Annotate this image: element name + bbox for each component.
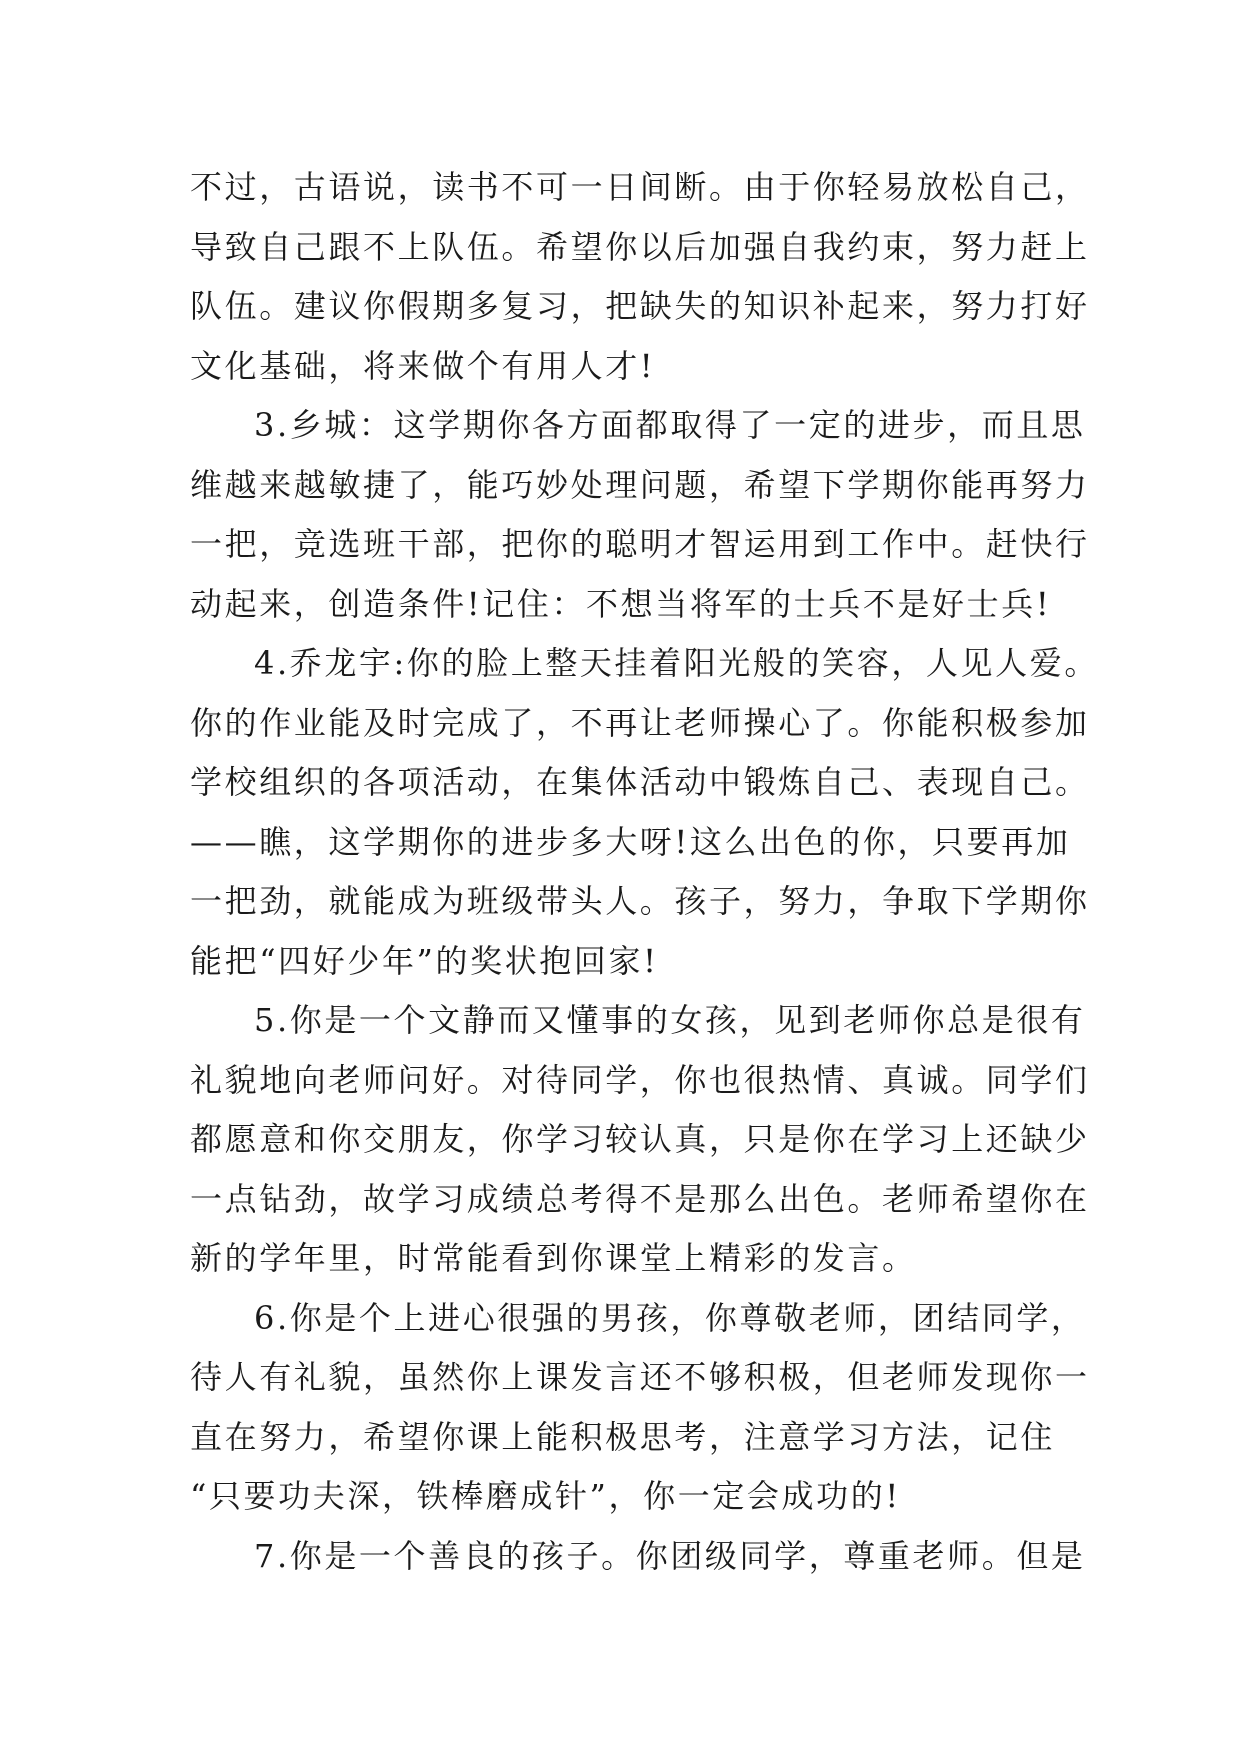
paragraph-start-6: 6.你是个上进心很强的男孩，你尊敬老师，团结同学， [254,1298,1086,1337]
text-line: ——瞧，这学期你的进步多大呀!这么出色的你，只要再加 [190,822,1071,861]
text-line: 你的作业能及时完成了，不再让老师操心了。你能积极参加 [190,703,1090,742]
text-line: 维越来越敏捷了，能巧妙处理问题，希望下学期你能再努力 [190,465,1090,504]
text-line: 文化基础，将来做个有用人才! [190,346,656,385]
text-line: 一把，竞选班干部，把你的聪明才智运用到工作中。赶快行 [190,525,1090,563]
text-line: 能把“四好少年”的奖状抱回家! [190,941,659,980]
text-line: 待人有礼貌，虽然你上课发言还不够积极，但老师发现你一 [190,1358,1090,1396]
text-line: 一点钻劲，故学习成绩总考得不是那么出色。老师希望你在 [190,1179,1090,1218]
text-line: 不过，古语说，读书不可一日间断。由于你轻易放松自己， [190,168,1090,206]
text-line: 导致自己跟不上队伍。希望你以后加强自我约束，努力赶上 [190,227,1090,266]
text-line: 学校组织的各项活动，在集体活动中锻炼自己、表现自己。 [190,763,1090,801]
text-line: 一把劲，就能成为班级带头人。孩子，努力，争取下学期你 [190,882,1090,920]
text-line: “只要功夫深，铁棒磨成针”，你一定会成功的! [190,1477,901,1515]
text-line: 新的学年里，时常能看到你课堂上精彩的发言。 [190,1239,917,1277]
text-line: 礼貌地向老师问好。对待同学，你也很热情、真诚。同学们 [190,1060,1090,1099]
paragraph-start-4: 4.乔龙宇:你的脸上整天挂着阳光般的笑容，人见人爱。 [254,644,1099,682]
text-line: 队伍。建议你假期多复习，把缺失的知识补起来，努力打好 [190,287,1090,325]
document-body [190,158,1099,1586]
text-line: 动起来，创造条件!记住：不想当将军的士兵不是好士兵! [190,584,1052,623]
paragraph-start-7: 7.你是一个善良的孩子。你团级同学，尊重老师。但是 [254,1536,1086,1575]
text-line: 直在努力，希望你课上能积极思考，注意学习方法，记住 [190,1417,1056,1456]
text-line: 都愿意和你交朋友，你学习较认真，只是你在学习上还缺少 [190,1120,1090,1158]
paragraph-start-5: 5.你是一个文静而又懂事的女孩，见到老师你总是很有 [254,1001,1086,1039]
paragraph-start-3: 3.乡城：这学期你各方面都取得了一定的进步，而且思 [254,406,1086,444]
